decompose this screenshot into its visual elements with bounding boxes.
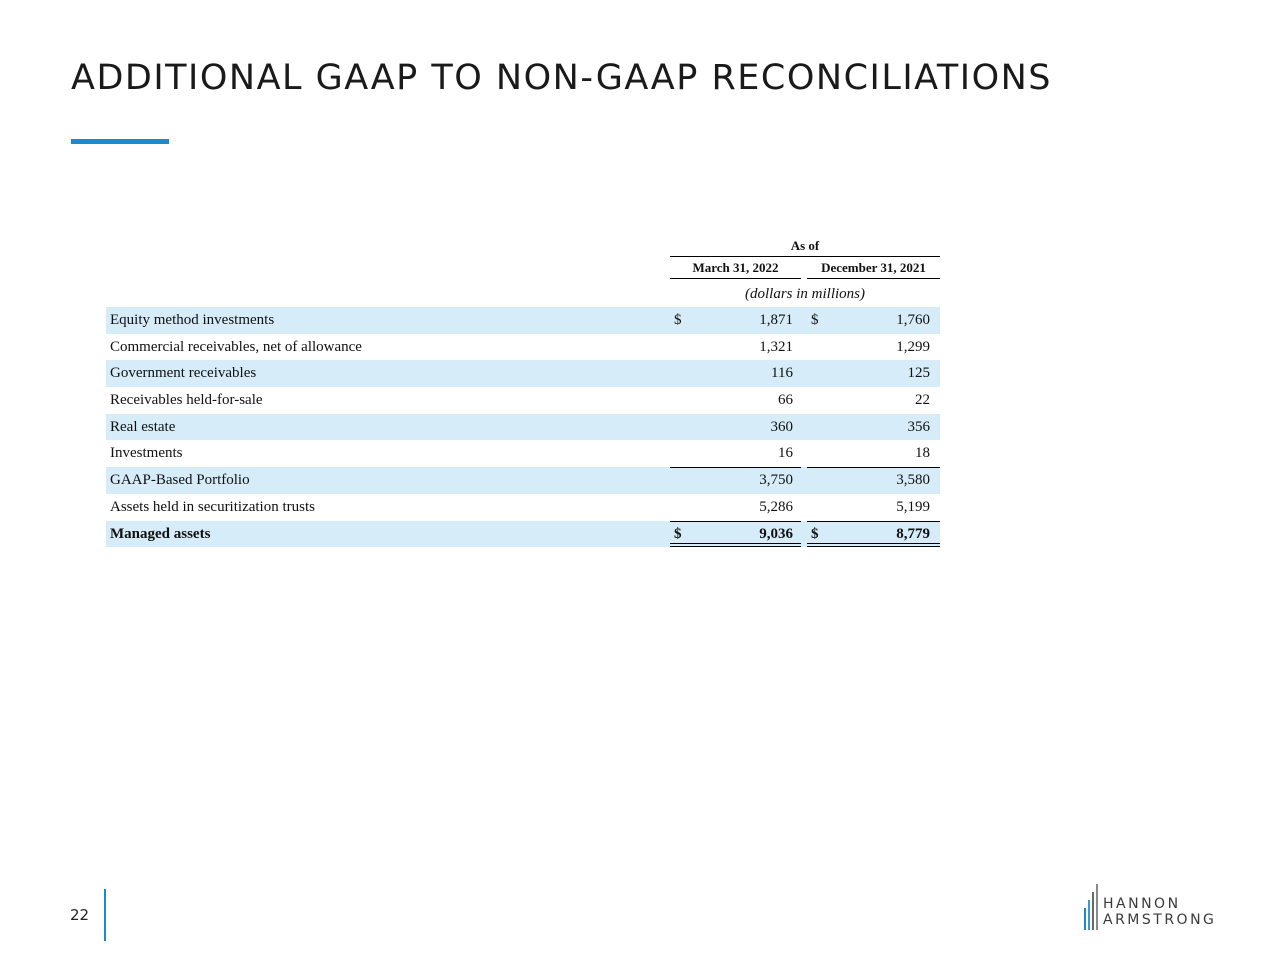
slide-title: ADDITIONAL GAAP TO NON-GAAP RECONCILIATIONS bbox=[71, 58, 1053, 98]
value-december-2021: 22 bbox=[915, 392, 930, 409]
row-label: Receivables held-for-sale bbox=[110, 392, 263, 409]
currency-symbol: $ bbox=[811, 525, 819, 542]
title-accent-rule bbox=[71, 139, 169, 144]
currency-symbol: $ bbox=[674, 312, 682, 328]
row-label: Real estate bbox=[110, 418, 176, 435]
logo-line-2: ARMSTRONG bbox=[1103, 912, 1217, 928]
row-label: Investments bbox=[110, 445, 183, 462]
column-header-march-2022: March 31, 2022 bbox=[670, 258, 801, 279]
row-label: Government receivables bbox=[110, 365, 257, 382]
value-december-2021: 3,580 bbox=[896, 472, 930, 489]
table-row-gaap-based-portfolio bbox=[106, 467, 940, 494]
value-december-2021: 5,199 bbox=[896, 498, 930, 515]
table-row-equity-method-investments bbox=[106, 307, 940, 334]
value-march-2022: 9,036 bbox=[759, 525, 793, 542]
table-row-securitization-trusts bbox=[106, 494, 940, 521]
value-december-2021: 125 bbox=[907, 365, 930, 382]
row-label: GAAP-Based Portfolio bbox=[110, 472, 250, 489]
double-underline bbox=[670, 543, 801, 547]
currency-symbol: $ bbox=[674, 525, 682, 542]
value-march-2022: 3,750 bbox=[759, 472, 793, 489]
value-december-2021: 8,779 bbox=[896, 525, 930, 542]
logo-line-1: HANNON bbox=[1103, 896, 1181, 912]
table-body bbox=[106, 307, 940, 547]
hannon-armstrong-logo bbox=[1083, 884, 1233, 934]
logo-mark-icon bbox=[1083, 884, 1101, 930]
table-row-government-receivables bbox=[106, 360, 940, 387]
logo-wordmark bbox=[1103, 896, 1216, 928]
column-header-december-2021: December 31, 2021 bbox=[807, 258, 940, 279]
value-march-2022: 66 bbox=[778, 392, 793, 409]
table-group-header: As of bbox=[670, 236, 940, 257]
table-row-commercial-receivables bbox=[106, 334, 940, 361]
value-december-2021: 1,760 bbox=[896, 312, 930, 328]
table-row-managed-assets-total bbox=[106, 521, 940, 548]
value-march-2022: 116 bbox=[771, 365, 793, 382]
table-row-receivables-held-for-sale bbox=[106, 387, 940, 414]
value-december-2021: 1,299 bbox=[896, 338, 930, 355]
value-march-2022: 360 bbox=[770, 418, 793, 435]
row-label: Assets held in securitization trusts bbox=[110, 498, 315, 515]
value-march-2022: 1,321 bbox=[759, 338, 793, 355]
row-label: Equity method investments bbox=[110, 312, 275, 328]
value-march-2022: 1,871 bbox=[759, 312, 793, 328]
value-december-2021: 356 bbox=[907, 418, 930, 435]
page-number-divider bbox=[104, 889, 106, 941]
double-underline bbox=[807, 543, 940, 547]
row-label: Commercial receivables, net of allowance bbox=[110, 338, 362, 355]
value-march-2022: 5,286 bbox=[759, 498, 793, 515]
currency-symbol: $ bbox=[811, 312, 819, 328]
table-row-real-estate bbox=[106, 414, 940, 441]
row-label: Managed assets bbox=[110, 525, 211, 542]
table-units-note: (dollars in millions) bbox=[744, 286, 865, 302]
value-march-2022: 16 bbox=[778, 445, 793, 462]
table-row-investments bbox=[106, 440, 940, 467]
value-december-2021: 18 bbox=[915, 445, 930, 462]
page-number: 22 bbox=[70, 906, 90, 924]
